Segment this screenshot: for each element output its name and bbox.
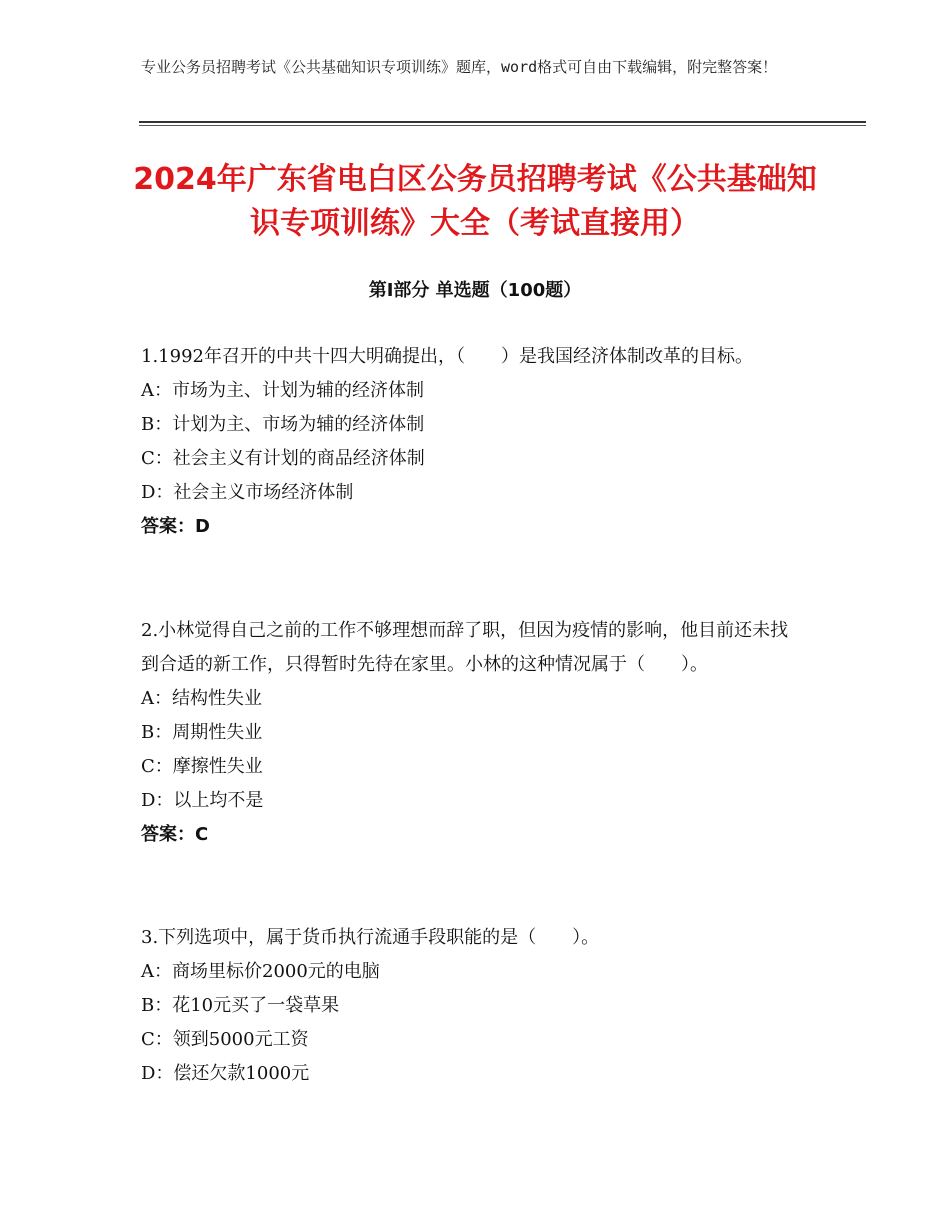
- option-a: A：商场里标价2000元的电脑: [141, 961, 380, 982]
- option-d: D：社会主义市场经济体制: [141, 482, 354, 503]
- option-d: D：偿还欠款1000元: [141, 1063, 310, 1084]
- question-1: [141, 340, 801, 544]
- question-3: [141, 921, 801, 1091]
- option-a: A：市场为主、计划为辅的经济体制: [141, 380, 424, 401]
- option-b: B：计划为主、市场为辅的经济体制: [141, 414, 425, 435]
- question-2: [141, 614, 801, 852]
- document-title: 2024年广东省电白区公务员招聘考试《公共基础知识专项训练》大全（考试直接用）: [133, 162, 817, 241]
- option-c: C：领到5000元工资: [141, 1029, 309, 1050]
- answer: 答案：D: [141, 516, 210, 537]
- question-stem: 1.1992年召开的中共十四大明确提出，（ ）是我国经济体制改革的目标。: [141, 346, 753, 367]
- section-title: 第Ⅰ部分 单选题（100题）: [368, 280, 582, 301]
- question-stem: 2.小林觉得自己之前的工作不够理想而辞了职，但因为疫情的影响，他目前还未找到合适的新工作，只得暂时先待在家里。小林的这种情况属于（ ）。: [141, 620, 789, 675]
- header-rule-thin: [139, 125, 866, 126]
- option-c: C：摩擦性失业: [141, 756, 263, 777]
- option-a: A：结构性失业: [141, 688, 262, 709]
- answer: 答案：C: [141, 824, 209, 845]
- option-c: C：社会主义有计划的商品经济体制: [141, 448, 425, 469]
- option-d: D：以上均不是: [141, 790, 264, 811]
- header-rule-thick: [139, 121, 866, 123]
- option-b: B：花10元买了一袋草果: [141, 995, 340, 1016]
- option-b: B：周期性失业: [141, 722, 263, 743]
- header-note: 专业公务员招聘考试《公共基础知识专项训练》题库，word格式可自由下载编辑，附完整答案！: [141, 58, 778, 76]
- question-stem: 3.下列选项中，属于货币执行流通手段职能的是（ ）。: [141, 927, 600, 948]
